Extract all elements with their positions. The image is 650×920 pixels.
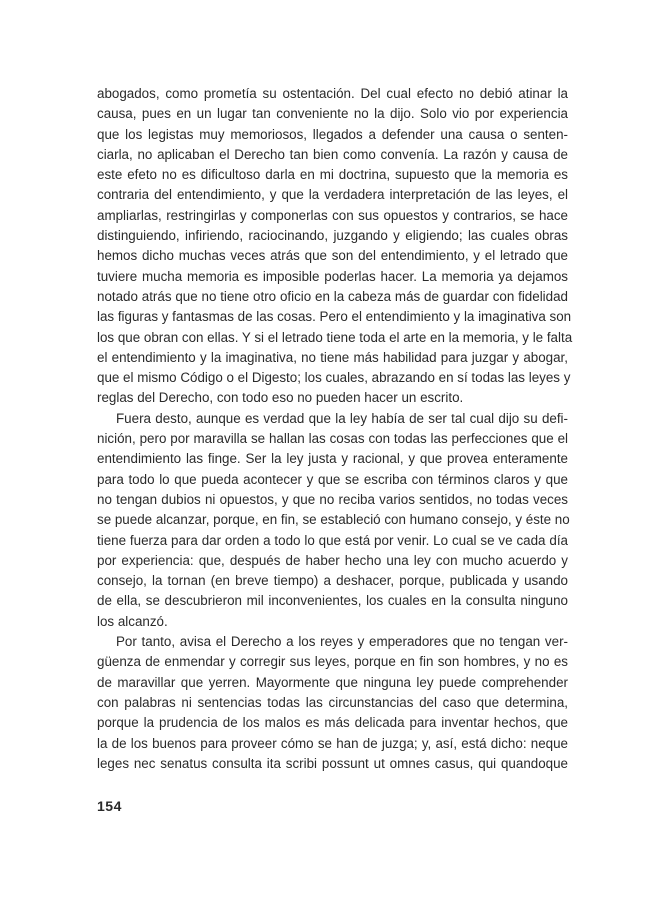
paragraph-2 <box>97 409 568 632</box>
text-line: abogados, como prometía su ostentación. Del cual efecto no debió atinar la <box>97 86 568 101</box>
text-line: tiene fuerza para dar orden a todo lo que está por venir. Lo cual se ve cada día <box>97 532 568 548</box>
text-line: los alcanzó. <box>97 613 168 629</box>
text-line: ampliarlas, restringirlas y componerlas con sus opuestos y contrarios, se hace <box>97 207 568 223</box>
text-line: las figuras y fantasmas de las cosas. Pero el entendimiento y la imaginativa son <box>97 309 572 325</box>
text-line: de maravillar que yerren. Mayormente que ninguna ley puede comprehender <box>97 674 568 690</box>
text-line: que los legistas muy memoriosos, llegados a defender una causa o senten- <box>97 126 568 142</box>
text-line: consejo, la tornan (en breve tiempo) a deshacer, porque, publicada y usando <box>97 573 568 589</box>
text-line: reglas del Derecho, con todo eso no pueden hacer un escrito. <box>97 390 464 406</box>
text-line: de ella, se descubrieron mil inconvenientes, los cuales en la consulta ninguno <box>97 593 568 609</box>
text-line: güenza de enmendar y corregir sus leyes, porque en fin son hombres, y no es <box>97 654 568 670</box>
text-line: por experiencia: que, después de haber hecho una ley con mucho acuerdo y <box>97 552 568 568</box>
page-number: 154 <box>97 798 122 814</box>
text-line: Por tanto, avisa el Derecho a los reyes y emperadores que no tengan ver- <box>116 634 568 650</box>
text-line: tuviere mucha memoria es imposible poderlas hacer. La memoria ya dejamos <box>97 268 568 284</box>
text-line: porque la prudencia de los malos es más delicada para inventar hechos, que <box>97 715 568 731</box>
text-line: este efeto no es dificultoso darla en mi doctrina, supuesto que la memoria es <box>97 167 568 183</box>
text-line: la de los buenos para proveer cómo se han de juzga; y, así, está dicho: neque <box>97 735 568 751</box>
text-line: hemos dicho muchas veces atrás que son del entendimiento, y el letrado que <box>97 248 568 264</box>
text-line: causa, pues en un lugar tan conveniente no la dijo. Solo vio por experiencia <box>97 106 568 122</box>
text-line: para todo lo que pueda acontecer y que se escriba con términos claros y que <box>97 471 568 487</box>
text-line: entendimiento las finge. Ser la ley justa y racional, y que provea enteramente <box>97 451 568 467</box>
text-line: leges nec senatus consulta ita scribi possunt ut omnes casus, qui quandoque <box>97 755 568 771</box>
text-line: notado atrás que no tiene otro oficio en la cabeza más de guardar con fidelidad <box>97 288 568 304</box>
text-line: ciarla, no aplicaban el Derecho tan bien como convenía. La razón y causa de <box>97 146 568 162</box>
text-line: se puede alcanzar, porque, en fin, se estableció con humano consejo, y éste no <box>97 512 570 528</box>
text-line: no tengan dubios ni opuestos, y que no reciba varios sentidos, no todas veces <box>97 491 568 507</box>
page-body <box>97 84 573 774</box>
text-line: con palabras ni sentencias todas las circunstancias del caso que determina, <box>97 694 568 710</box>
text-line: que el mismo Código o el Digesto; los cuales, abrazando en sí todas las leyes y <box>97 370 571 386</box>
text-line: Fuera desto, aunque es verdad que la ley había de ser tal cual dijo su defi- <box>116 410 568 426</box>
paragraph-3 <box>97 632 568 774</box>
text-line: el entendimiento y la imaginativa, no tiene más habilidad para juzgar y abogar, <box>97 349 568 365</box>
text-line: distinguiendo, infiriendo, raciocinando, juzgando y eligiendo; las cuales obras <box>97 228 568 244</box>
text-line: nición, pero por maravilla se hallan las cosas con todas las perfecciones que el <box>97 431 568 447</box>
text-line: los que obran con ellas. Y si el letrado tiene toda el arte en la memoria, y le falta <box>97 329 573 345</box>
text-line: contraria del entendimiento, y que la verdadera interpretación de las leyes, el <box>97 187 568 203</box>
paragraph-1 <box>97 84 573 409</box>
